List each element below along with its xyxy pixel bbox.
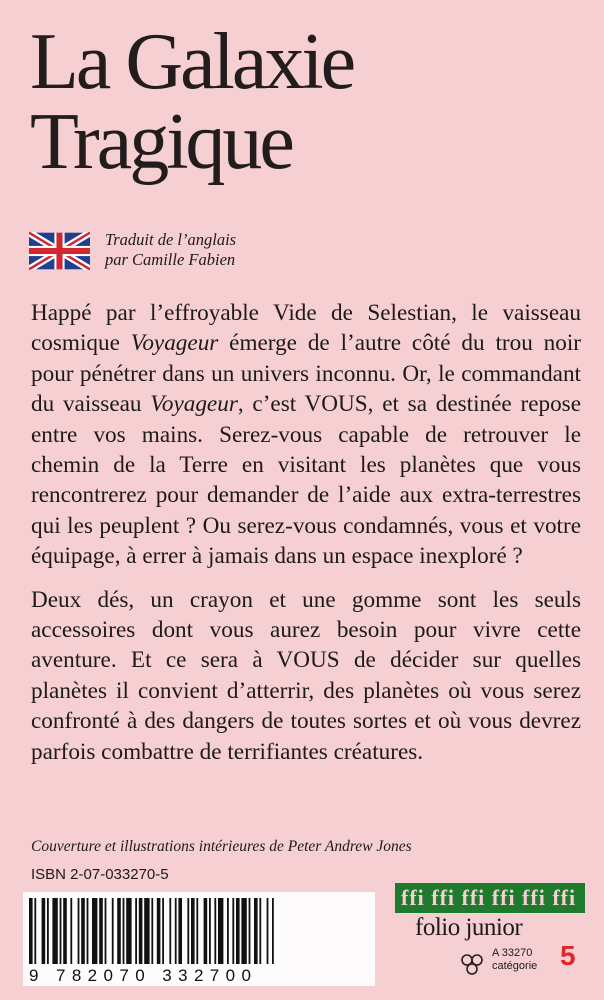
barcode xyxy=(23,892,375,986)
blurb-text: émerge de l’autre côté du trou noir pour pénétrer dans un univers inconnu. Or, le commandant du vaisseau xyxy=(31,330,581,418)
blurb-paragraph-2: Deux dés, un crayon et une gomme sont les seuls accessoires dont vous aurez besoin pour vivre cette aventure. Et ce sera à VOUS de décider sur quelles planètes il convient d’atterrir, des planètes où vous serez confronté à des dangers de toutes sortes et où vous devrez parfois combattre de terrifiantes créatures. xyxy=(31,586,581,765)
book-title xyxy=(30,18,354,186)
folio-band xyxy=(395,883,585,913)
title-line-2: Tragique xyxy=(30,98,292,186)
illustration-credit: Couverture et illustrations intérieures de Peter Andrew Jones xyxy=(31,838,412,855)
category-number: 5 xyxy=(560,940,576,971)
back-cover-blurb xyxy=(31,298,581,780)
uk-flag-icon xyxy=(29,232,90,270)
svg-text:ffi ffi ffi ffi ffi ffi: ffi ffi ffi ffi ffi ffi xyxy=(401,885,577,910)
translator-line-2: par Camille Fabien xyxy=(105,250,236,269)
blurb-text: , c’est VOUS, et sa destinée repose entre vos mains. Serez-vous capable de retrouver le chemin de la Terre en visitant les planètes que vous rencontrerez pour demander de l’aide aux extra-terrestres qui les peuplent ? Ou serez-vous condamnés, vous et votre équipage, à errer à jamais dans un espace inexploré ? xyxy=(31,391,581,570)
ship-name: Voyageur xyxy=(130,330,219,357)
folio-emblem-icon xyxy=(459,950,485,976)
blurb-text: Happé par l’effroyable Vide de Selestian, le vaisseau cosmique xyxy=(31,300,581,357)
translator-line-1: Traduit de l’anglais xyxy=(105,230,237,249)
ship-name: Voyageur xyxy=(150,391,238,418)
title-line-1: La Galaxie xyxy=(30,18,354,106)
translator-credit xyxy=(105,230,236,270)
isbn: ISBN 2-07-033270-5 xyxy=(31,866,169,883)
publisher-logo: folio junior xyxy=(415,914,523,941)
barcode-bars xyxy=(29,898,369,964)
catalog-reference xyxy=(492,947,537,973)
blurb-paragraph-1 xyxy=(31,298,581,572)
barcode-digits: 9 782070 332700 xyxy=(29,966,258,985)
catalog-number: A 33270 xyxy=(492,947,533,959)
category-label: catégorie xyxy=(492,960,538,972)
